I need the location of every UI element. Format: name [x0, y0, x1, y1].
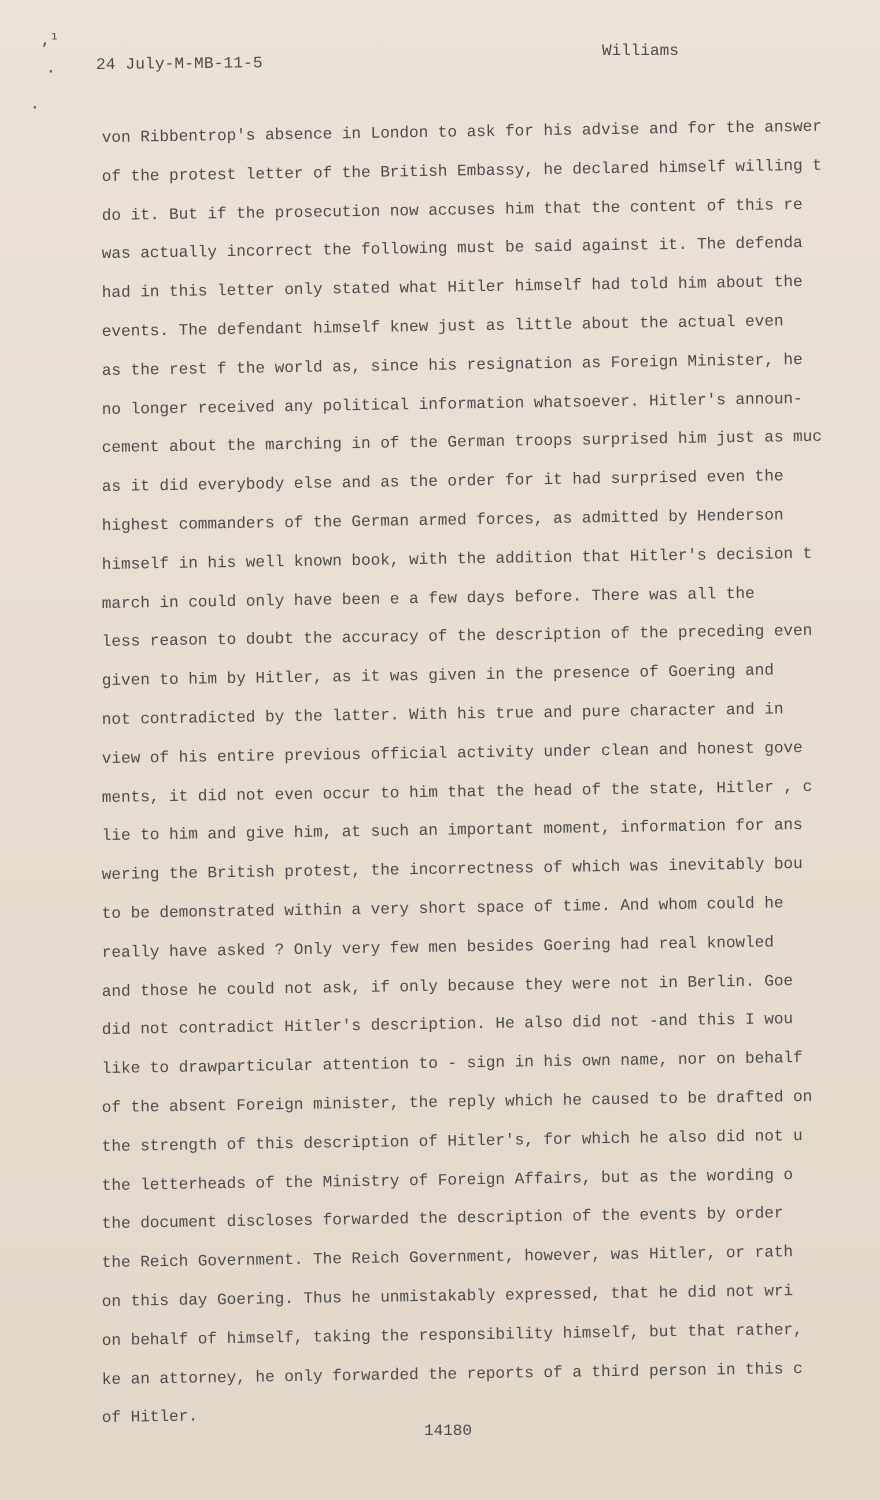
transcript-line: events. The defendant himself knew just as little about the actual even: [101, 312, 784, 341]
transcript-line: on behalf of himself, taking the responsibility himself, but that rather,: [101, 1320, 803, 1350]
transcript-line: the letterheads of the Ministry of Foreign Affairs, but as the wording o: [101, 1165, 794, 1195]
transcript-line: ments, it did not even occur to him that the head of the state, Hitler , c: [101, 777, 813, 807]
transcript-line: did not contradict Hitler's description. He also did not -and this I wou: [101, 1010, 794, 1040]
transcript-line: on this day Goering. Thus he unmistakably expressed, that he did not wri: [101, 1282, 794, 1311]
transcript-line: as it did everybody else and as the order for it had surprised even the: [101, 467, 784, 497]
transcript-body: [101, 117, 862, 1447]
transcript-line: of the absent Foreign minister, the reply which he caused to be drafted on: [101, 1087, 813, 1117]
margin-ink-mark: ,¹: [40, 30, 60, 49]
transcript-line: do it. But if the prosecution now accuses him that the content of this re: [101, 195, 803, 225]
transcript-line: the strength of this description of Hitler's, for which he also did not u: [101, 1126, 803, 1156]
transcript-line: cement about the marching in of the German troops surprised him just as muc: [101, 428, 823, 458]
reporter-name: Williams: [602, 42, 679, 60]
transcript-line: was actually incorrect the following must be said against it. The defenda: [101, 234, 803, 264]
transcript-line: and those he could not ask, if only because they were not in Berlin. Goe: [101, 971, 794, 1001]
transcript-line: less reason to doubt the accuracy of the description of the preceding even: [101, 622, 813, 652]
transcript-line: von Ribbentrop's absence in London to ask for his advise and for the answer: [101, 117, 823, 148]
transcript-line: the document discloses forwarded the description of the events by order: [101, 1204, 784, 1234]
transcript-line: himself in his well known book, with the addition that Hitler's decision t: [101, 544, 813, 574]
transcript-line: wering the British protest, the incorrectness of which was inevitably bou: [101, 855, 803, 885]
transcript-line: of Hitler.: [101, 1407, 198, 1428]
transcript-line: view of his entire previous official activity under clean and honest gove: [101, 738, 803, 768]
transcript-line: really have asked ? Only very few men besides Goering had real knowled: [101, 933, 775, 962]
transcript-line: highest commanders of the German armed forces, as admitted by Henderson: [101, 506, 784, 535]
page-number: 14180: [424, 1422, 473, 1440]
transcript-line: had in this letter only stated what Hitler himself had told him about the: [101, 273, 803, 303]
margin-dot-mark: ·: [46, 62, 56, 81]
transcript-line: lie to him and give him, at such an important moment, information for ans: [101, 816, 803, 846]
transcript-line: given to him by Hitler, as it was given in the presence of Goering and: [101, 661, 775, 691]
transcript-line: to be demonstrated within a very short space of time. And whom could he: [101, 894, 784, 923]
transcript-line: of the protest letter of the British Embassy, he declared himself willing t: [101, 156, 823, 186]
transcript-line: not contradicted by the latter. With his true and pure character and in: [101, 700, 784, 729]
document-reference-code: 24 July-M-MB-11-5: [96, 54, 263, 74]
transcript-line: like to drawparticular attention to - sign in his own name, nor on behalf: [101, 1049, 803, 1079]
transcript-line: ke an attorney, he only forwarded the reports of a third person in this c: [101, 1359, 803, 1389]
transcript-line: as the rest f the world as, since his resignation as Foreign Minister, he: [101, 350, 803, 380]
transcript-line: the Reich Government. The Reich Government, however, was Hitler, or rath: [101, 1243, 794, 1273]
margin-dot-mark: ·: [30, 98, 40, 117]
transcript-line: no longer received any political information whatsoever. Hitler's announ-: [101, 389, 803, 419]
transcript-line: march in could only have been e a few days before. There was all the: [101, 584, 755, 613]
